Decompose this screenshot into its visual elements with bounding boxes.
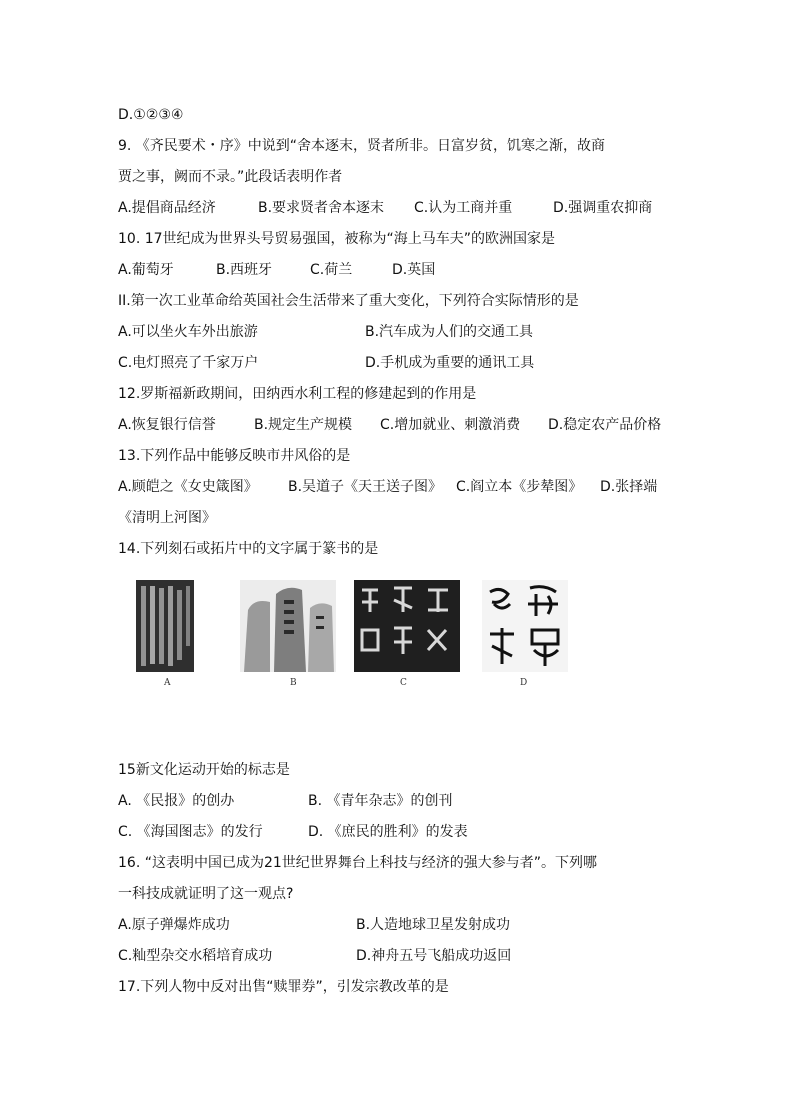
figure-b-label: B [290, 678, 297, 688]
figure-a-inscription-image [136, 580, 194, 672]
q16-option-d: D.神舟五号飞船成功返回 [356, 948, 512, 964]
q15-option-a: A. 《民报》的创办 [118, 793, 235, 809]
q16-stem-line1: 16. “这表明中国已成为21世纪世界舞台上科技与经济的强大参与者”。下列哪 [118, 855, 598, 871]
q15-option-d: D. 《庶民的胜利》的发表 [308, 824, 468, 840]
q13-stem: 13.下列作品中能够反映市井风俗的是 [118, 448, 351, 464]
q16-option-a: A.原子弹爆炸成功 [118, 917, 230, 933]
q10-option-a: A.葡萄牙 [118, 262, 174, 278]
q13-option-d: D.张择端 [600, 479, 658, 495]
q9-stem-line1: 9. 《齐民要术・序》中说到“舍本逐末，贤者所非。日富岁贫，饥寒之渐，故商 [118, 138, 606, 154]
q12-option-b: B.规定生产规模 [254, 417, 353, 433]
figure-c-label: C [400, 678, 407, 688]
q13-option-d-continued: 《清明上河图》 [118, 510, 216, 526]
figure-a-label: A [164, 678, 171, 688]
q14-stem: 14.下列刻石或拓片中的文字属于篆书的是 [118, 541, 379, 557]
q12-option-d: D.稳定农产品价格 [548, 417, 662, 433]
q16-option-c: C.籼型杂交水稻培育成功 [118, 948, 273, 964]
q11-option-c: C.电灯照亮了千家万户 [118, 355, 259, 371]
q9-stem-line2: 贾之事，阙而不录。”此段话表明作者 [118, 169, 343, 185]
figure-b-stele-image [240, 580, 336, 672]
q9-option-d: D.强调重农抑商 [553, 200, 653, 216]
q11-option-d: D.手机成为重要的通讯工具 [365, 355, 535, 371]
inscription-figures [128, 580, 568, 700]
q9-option-a: A.提倡商品经济 [118, 200, 216, 216]
q11-stem: II.第一次工业革命给英国社会生活带来了重大变化，下列符合实际情形的是 [118, 293, 579, 309]
q15-option-c: C. 《海国图志》的发行 [118, 824, 263, 840]
q12-option-a: A.恢复银行信誉 [118, 417, 216, 433]
q10-option-d: D.英国 [392, 262, 436, 278]
q13-option-c: C.阎立本《步辇图》 [456, 479, 583, 495]
q15-stem: 15新文化运动开始的标志是 [118, 762, 290, 778]
q10-option-c: C.荷兰 [310, 262, 353, 278]
q10-stem: 10. 17世纪成为世界头号贸易强国，被称为“海上马车夫”的欧洲国家是 [118, 231, 556, 247]
q13-option-b: B.吴道子《天王送子图》 [288, 479, 443, 495]
q11-option-b: B.汽车成为人们的交通工具 [365, 324, 534, 340]
q11-option-a: A.可以坐火车外出旅游 [118, 324, 258, 340]
q8-option-d: D.①②③④ [118, 107, 184, 123]
q9-option-b: B.要求贤者舍本逐末 [258, 200, 385, 216]
q12-option-c: C.增加就业、刺激消费 [380, 417, 521, 433]
q16-option-b: B.人造地球卫星发射成功 [356, 917, 511, 933]
q17-stem: 17.下列人物中反对出售“赎罪券”，引发宗教改革的是 [118, 979, 449, 995]
figure-d-seal-script-image [482, 580, 568, 672]
q9-option-c: C.认为工商并重 [414, 200, 513, 216]
q12-stem: 12.罗斯福新政期间，田纳西水利工程的修建起到的作用是 [118, 386, 477, 402]
q16-stem-line2: 一科技成就证明了这一观点? [118, 886, 294, 902]
q10-option-b: B.西班牙 [216, 262, 273, 278]
q13-option-a: A.顾皑之《女史箴图》 [118, 479, 258, 495]
figure-d-label: D [520, 678, 528, 688]
q15-option-b: B. 《青年杂志》的创刊 [308, 793, 453, 809]
figure-c-rubbing-image [354, 580, 460, 672]
